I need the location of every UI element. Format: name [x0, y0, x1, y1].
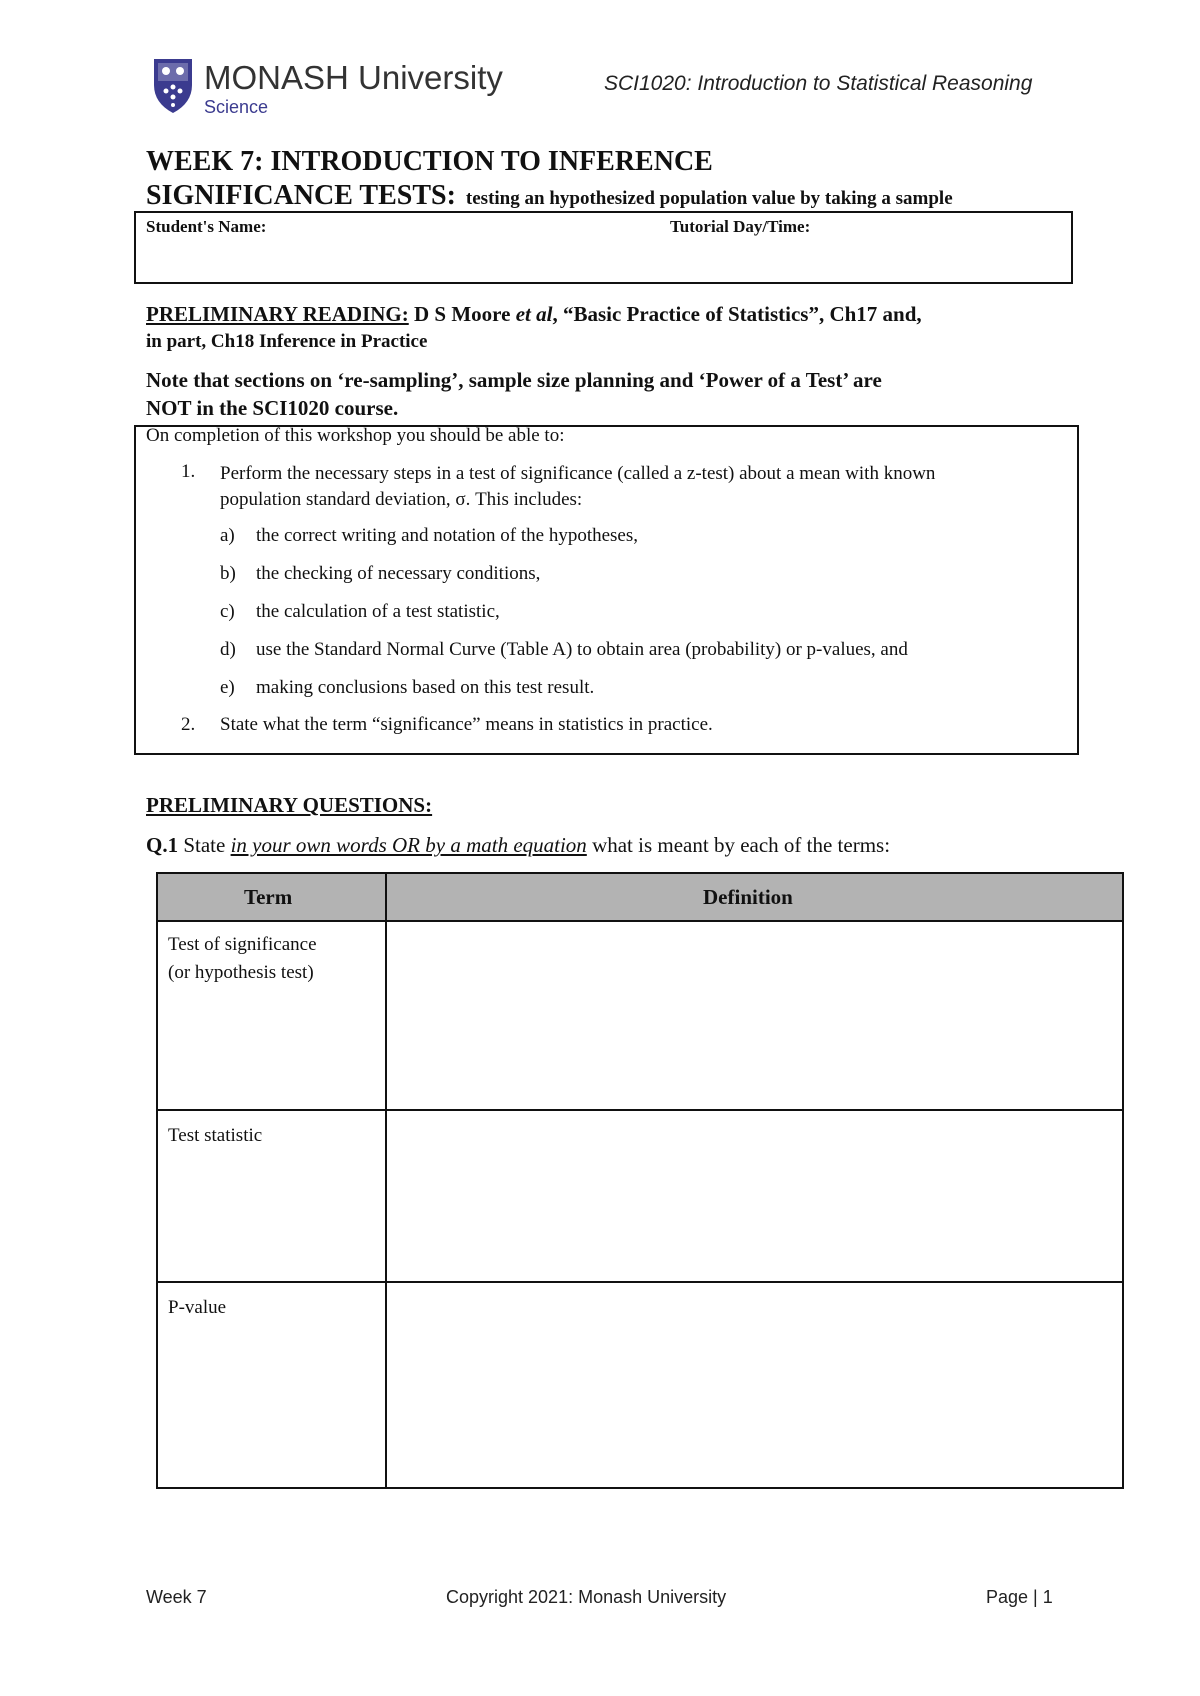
objective-text: [220, 461, 935, 513]
reading-author: D S Moore: [408, 302, 516, 326]
definition-cell[interactable]: [389, 1285, 1120, 1485]
subitem-letter: b): [220, 563, 236, 584]
term-line2: (or hypothesis test): [168, 962, 314, 983]
column-divider: [385, 874, 387, 1487]
student-info-box: [134, 211, 1073, 284]
preliminary-reading: [146, 301, 1076, 355]
table-row-term: Test statistic: [168, 1125, 263, 1146]
table-row-term: [168, 931, 317, 987]
course-note: [146, 366, 1076, 422]
logo-wordmark: MONASH University: [204, 59, 503, 96]
tutorial-time-label: Tutorial Day/Time:: [670, 217, 811, 236]
crest-icon: [154, 59, 192, 113]
monash-logo: [152, 55, 522, 125]
definition-cell[interactable]: [389, 1113, 1120, 1279]
table-row-term: P-value: [168, 1297, 227, 1318]
subitem-letter: c): [220, 601, 235, 622]
objective-number: 1.: [181, 461, 196, 482]
subitem-text: the calculation of a test statistic,: [256, 601, 500, 622]
subitem-text: the correct writing and notation of the hypotheses,: [256, 525, 639, 546]
footer-copyright: Copyright 2021: Monash University: [446, 1587, 727, 1607]
table-header: [158, 874, 1122, 922]
subitem-text: use the Standard Normal Curve (Table A) to obtain area (probability) or p-values, and: [256, 639, 908, 660]
logo-subtext: Science: [204, 97, 269, 117]
row-divider: [158, 1109, 1122, 1111]
question-emphasis: in your own words OR by a math equation: [230, 833, 587, 857]
subitem-text: making conclusions based on this test result.: [256, 677, 595, 698]
footer-week: Week 7: [146, 1587, 207, 1607]
footer-page-number: Page | 1: [986, 1587, 1053, 1607]
column-header-definition: Definition: [703, 885, 793, 909]
objective-line1: Perform the necessary steps in a test of significance (called a z-test) about a mean with known: [220, 463, 936, 484]
definition-cell[interactable]: [389, 924, 1120, 1107]
student-name-label: Student's Name:: [146, 217, 267, 236]
questions-heading: PRELIMINARY QUESTIONS:: [146, 793, 433, 817]
term-line1: Test of significance: [168, 934, 317, 955]
course-header: SCI1020: Introduction to Statistical Reasoning: [604, 72, 1033, 95]
question-text-post: what is meant by each of the terms:: [586, 833, 891, 857]
objective-line2: population standard deviation, σ. This includes:: [220, 489, 583, 510]
page-title: WEEK 7: INTRODUCTION TO INFERENCE: [146, 146, 713, 177]
reading-title: , “Basic Practice of Statistics”, Ch17 and,: [552, 302, 922, 326]
column-header-term: Term: [244, 885, 293, 909]
question-1: [146, 833, 890, 858]
row-divider: [158, 1281, 1122, 1283]
subtitle-description: testing an hypothesized population value by taking a sample: [465, 188, 953, 209]
objectives-intro: On completion of this workshop you should be able to:: [146, 425, 565, 446]
question-number: Q.1: [146, 833, 179, 857]
note-line1: Note that sections on ‘re-sampling’, sample size planning and ‘Power of a Test’ are: [146, 368, 882, 392]
subitem-letter: d): [220, 639, 236, 660]
subitem-text: the checking of necessary conditions,: [256, 563, 541, 584]
reading-etal: et al: [515, 302, 553, 326]
objective-text: State what the term “significance” means in statistics in practice.: [220, 714, 713, 735]
question-text-pre: State: [178, 833, 231, 857]
objective-number: 2.: [181, 714, 196, 735]
page-subtitle: [146, 180, 953, 212]
subtitle-main: SIGNIFICANCE TESTS:: [146, 180, 456, 211]
subitem-letter: e): [220, 677, 235, 698]
subitem-letter: a): [220, 525, 235, 546]
note-line2: NOT in the SCI1020 course.: [146, 396, 399, 420]
reading-line2: in part, Ch18 Inference in Practice: [146, 331, 428, 352]
reading-label: PRELIMINARY READING:: [146, 302, 409, 326]
